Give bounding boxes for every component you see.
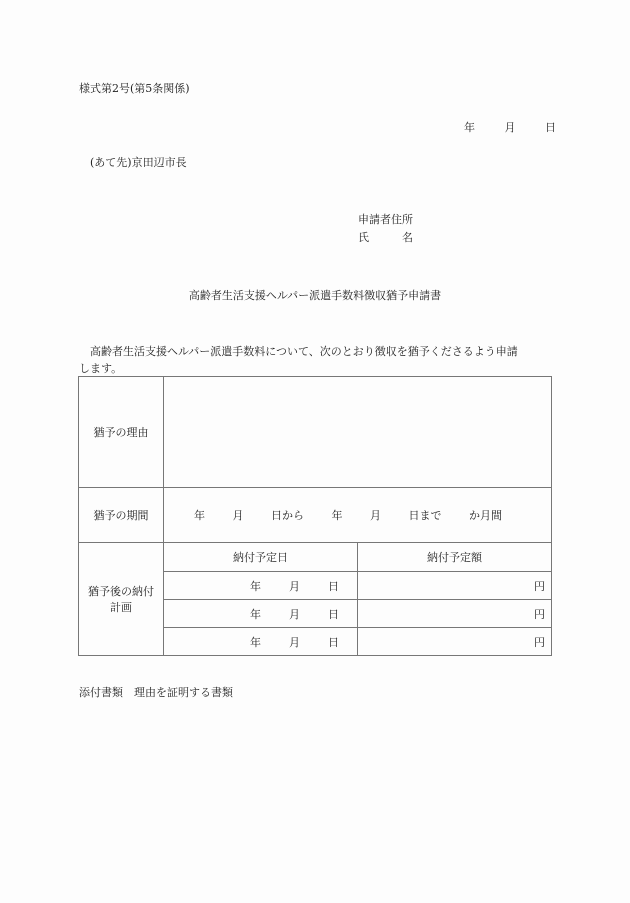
plan-header-row	[79, 543, 552, 572]
plan-year: 年	[250, 607, 261, 621]
plan-date-field[interactable]	[164, 628, 358, 656]
plan-month: 月	[289, 579, 300, 593]
plan-year: 年	[250, 635, 261, 649]
period-start-day: 日から	[271, 509, 304, 522]
plan-day: 日	[328, 635, 339, 649]
plan-date-field[interactable]	[164, 600, 358, 628]
date-day: 日	[545, 121, 556, 134]
application-table	[78, 376, 552, 656]
plan-amount-field[interactable]: 円	[358, 600, 552, 628]
plan-label-line-2: 計画	[110, 601, 132, 614]
plan-amount-field[interactable]: 円	[358, 572, 552, 600]
plan-month: 月	[289, 635, 300, 649]
intro-line-2: します。	[79, 362, 123, 375]
period-start-year: 年	[194, 509, 205, 522]
document-title: 高齢者生活支援ヘルパー派遣手数料徴収猶予申請書	[188, 289, 442, 302]
period-end-day: 日まで	[408, 509, 442, 522]
intro-text	[79, 343, 551, 377]
period-start-month: 月	[232, 509, 244, 522]
plan-label-line-1: 猶予後の納付	[88, 585, 154, 598]
period-months: か月間	[469, 509, 502, 522]
plan-year: 年	[250, 579, 261, 593]
reason-label: 猶予の理由	[79, 377, 164, 488]
applicant-block	[358, 211, 413, 247]
reason-field[interactable]	[164, 377, 552, 488]
date-year: 年	[464, 121, 475, 134]
plan-amount-field[interactable]: 円	[358, 628, 552, 656]
applicant-name-label: 氏 名	[358, 231, 413, 244]
plan-day: 日	[328, 579, 339, 593]
attachments-note: 添付書類 理由を証明する書類	[79, 686, 233, 699]
plan-month: 月	[289, 607, 300, 621]
date-month: 月	[504, 121, 516, 134]
intro-line-1: 高齢者生活支援ヘルパー派遣手数料について、次のとおり徴収を猶予くださるよう申請	[90, 345, 518, 358]
period-end-year: 年	[331, 509, 343, 522]
period-label: 猶予の期間	[79, 488, 164, 543]
form-number: 様式第2号(第5条関係)	[79, 82, 190, 95]
applicant-address-label: 申請者住所	[358, 213, 413, 226]
period-end-month: 月	[370, 509, 381, 522]
plan-label	[79, 543, 164, 656]
plan-day: 日	[328, 607, 339, 621]
reason-row	[79, 377, 552, 488]
col-header-amount: 納付予定額	[358, 543, 552, 572]
plan-date-field[interactable]	[164, 572, 358, 600]
period-field[interactable]	[164, 488, 552, 543]
application-date	[464, 119, 556, 135]
addressee: (あて先)京田辺市長	[90, 156, 187, 169]
col-header-date: 納付予定日	[164, 543, 358, 572]
period-row	[79, 488, 552, 543]
